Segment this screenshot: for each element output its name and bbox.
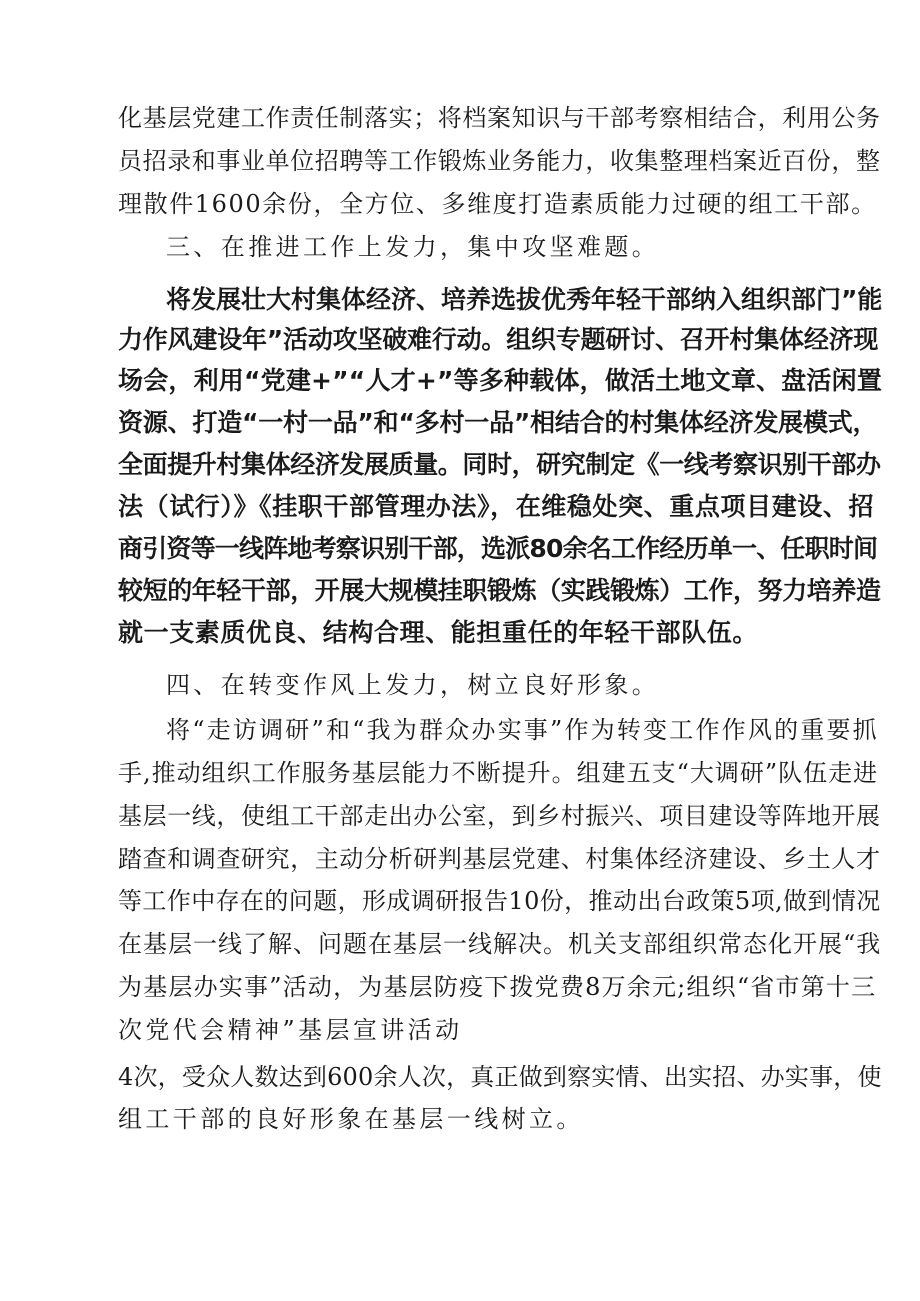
para3-line-4: 踏查和调查研究，主动分析研判基层党建、村集体经济建设、乡土人才: [118, 845, 881, 873]
para3-line-2: 手,推动组织工作服务基层能力不断提升。组建五支“大调研”队伍走进: [118, 759, 879, 787]
para2-line-3: 场会，利用“党建+”“人才+”等多种载体，做活土地文章、盘活闲置: [118, 366, 883, 395]
section-heading-3: 三、在推进工作上发力，集中攻坚难题。: [166, 233, 660, 261]
para3-line-3: 基层一线，使组工干部走出办公室，到乡村振兴、项目建设等阵地开展: [118, 802, 881, 830]
para3-line-8: 次党代会精神”基层宣讲活动: [118, 1016, 463, 1044]
para3-line-10: 组工干部的良好形象在基层一线树立。: [118, 1105, 584, 1133]
para2-line-8: 较短的年轻干部，开展大规模挂职锻炼（实践锻炼）工作，努力培养造: [118, 576, 881, 605]
para2-line-6: 法（试行）》《挂职干部管理办法》，在维稳处突、重点项目建设、招: [118, 492, 875, 521]
para3-line-1: 将“走访调研”和“我为群众办实事”作为转变工作作风的重要抓: [166, 716, 879, 744]
para3-line-7: 为基层办实事”活动，为基层防疫下拨党费8万余元;组织“省市第十三: [118, 973, 877, 1001]
para3-line-9: 4次，受众人数达到600余人次，真正做到察实情、出实招、办实事，使: [118, 1063, 882, 1091]
para3-line-6: 在基层一线了解、问题在基层一线解决。机关支部组织常态化开展“我: [118, 930, 882, 958]
para1-line-2: 员招录和事业单位招聘等工作锻炼业务能力，收集整理档案近百份，整: [118, 147, 881, 175]
para3-line-5: 等工作中存在的问题，形成调研报告10份，推动出台政策5项,做到情况: [118, 887, 881, 915]
para2-line-7: 商引资等一线阵地考察识别干部，选派80余名工作经历单一、任职时间: [118, 534, 878, 563]
para2-line-2: 力作风建设年”活动攻坚破难行动。组织专题研讨、召开村集体经济现: [118, 325, 879, 354]
para2-line-5: 全面提升村集体经济发展质量。同时，研究制定《一线考察识别干部办: [118, 450, 881, 479]
para1-line-1: 化基层党建工作责任制落实；将档案知识与干部考察相结合，利用公务: [118, 104, 881, 132]
para1-line-3: 理散件1600余份，全方位、多维度打造素质能力过硬的组工干部。: [118, 190, 877, 218]
section-heading-4: 四、在转变作风上发力，树立良好形象。: [166, 671, 660, 699]
para2-line-9: 就一支素质优良、结构合理、能担重任的年轻干部队伍。: [118, 618, 759, 647]
para2-line-4: 资源、打造“一村一品”和“多村一品”相结合的村集体经济发展模式，: [118, 408, 878, 437]
para2-line-1: 将发展壮大村集体经济、培养选拔优秀年轻干部纳入组织部门”能: [166, 285, 883, 314]
